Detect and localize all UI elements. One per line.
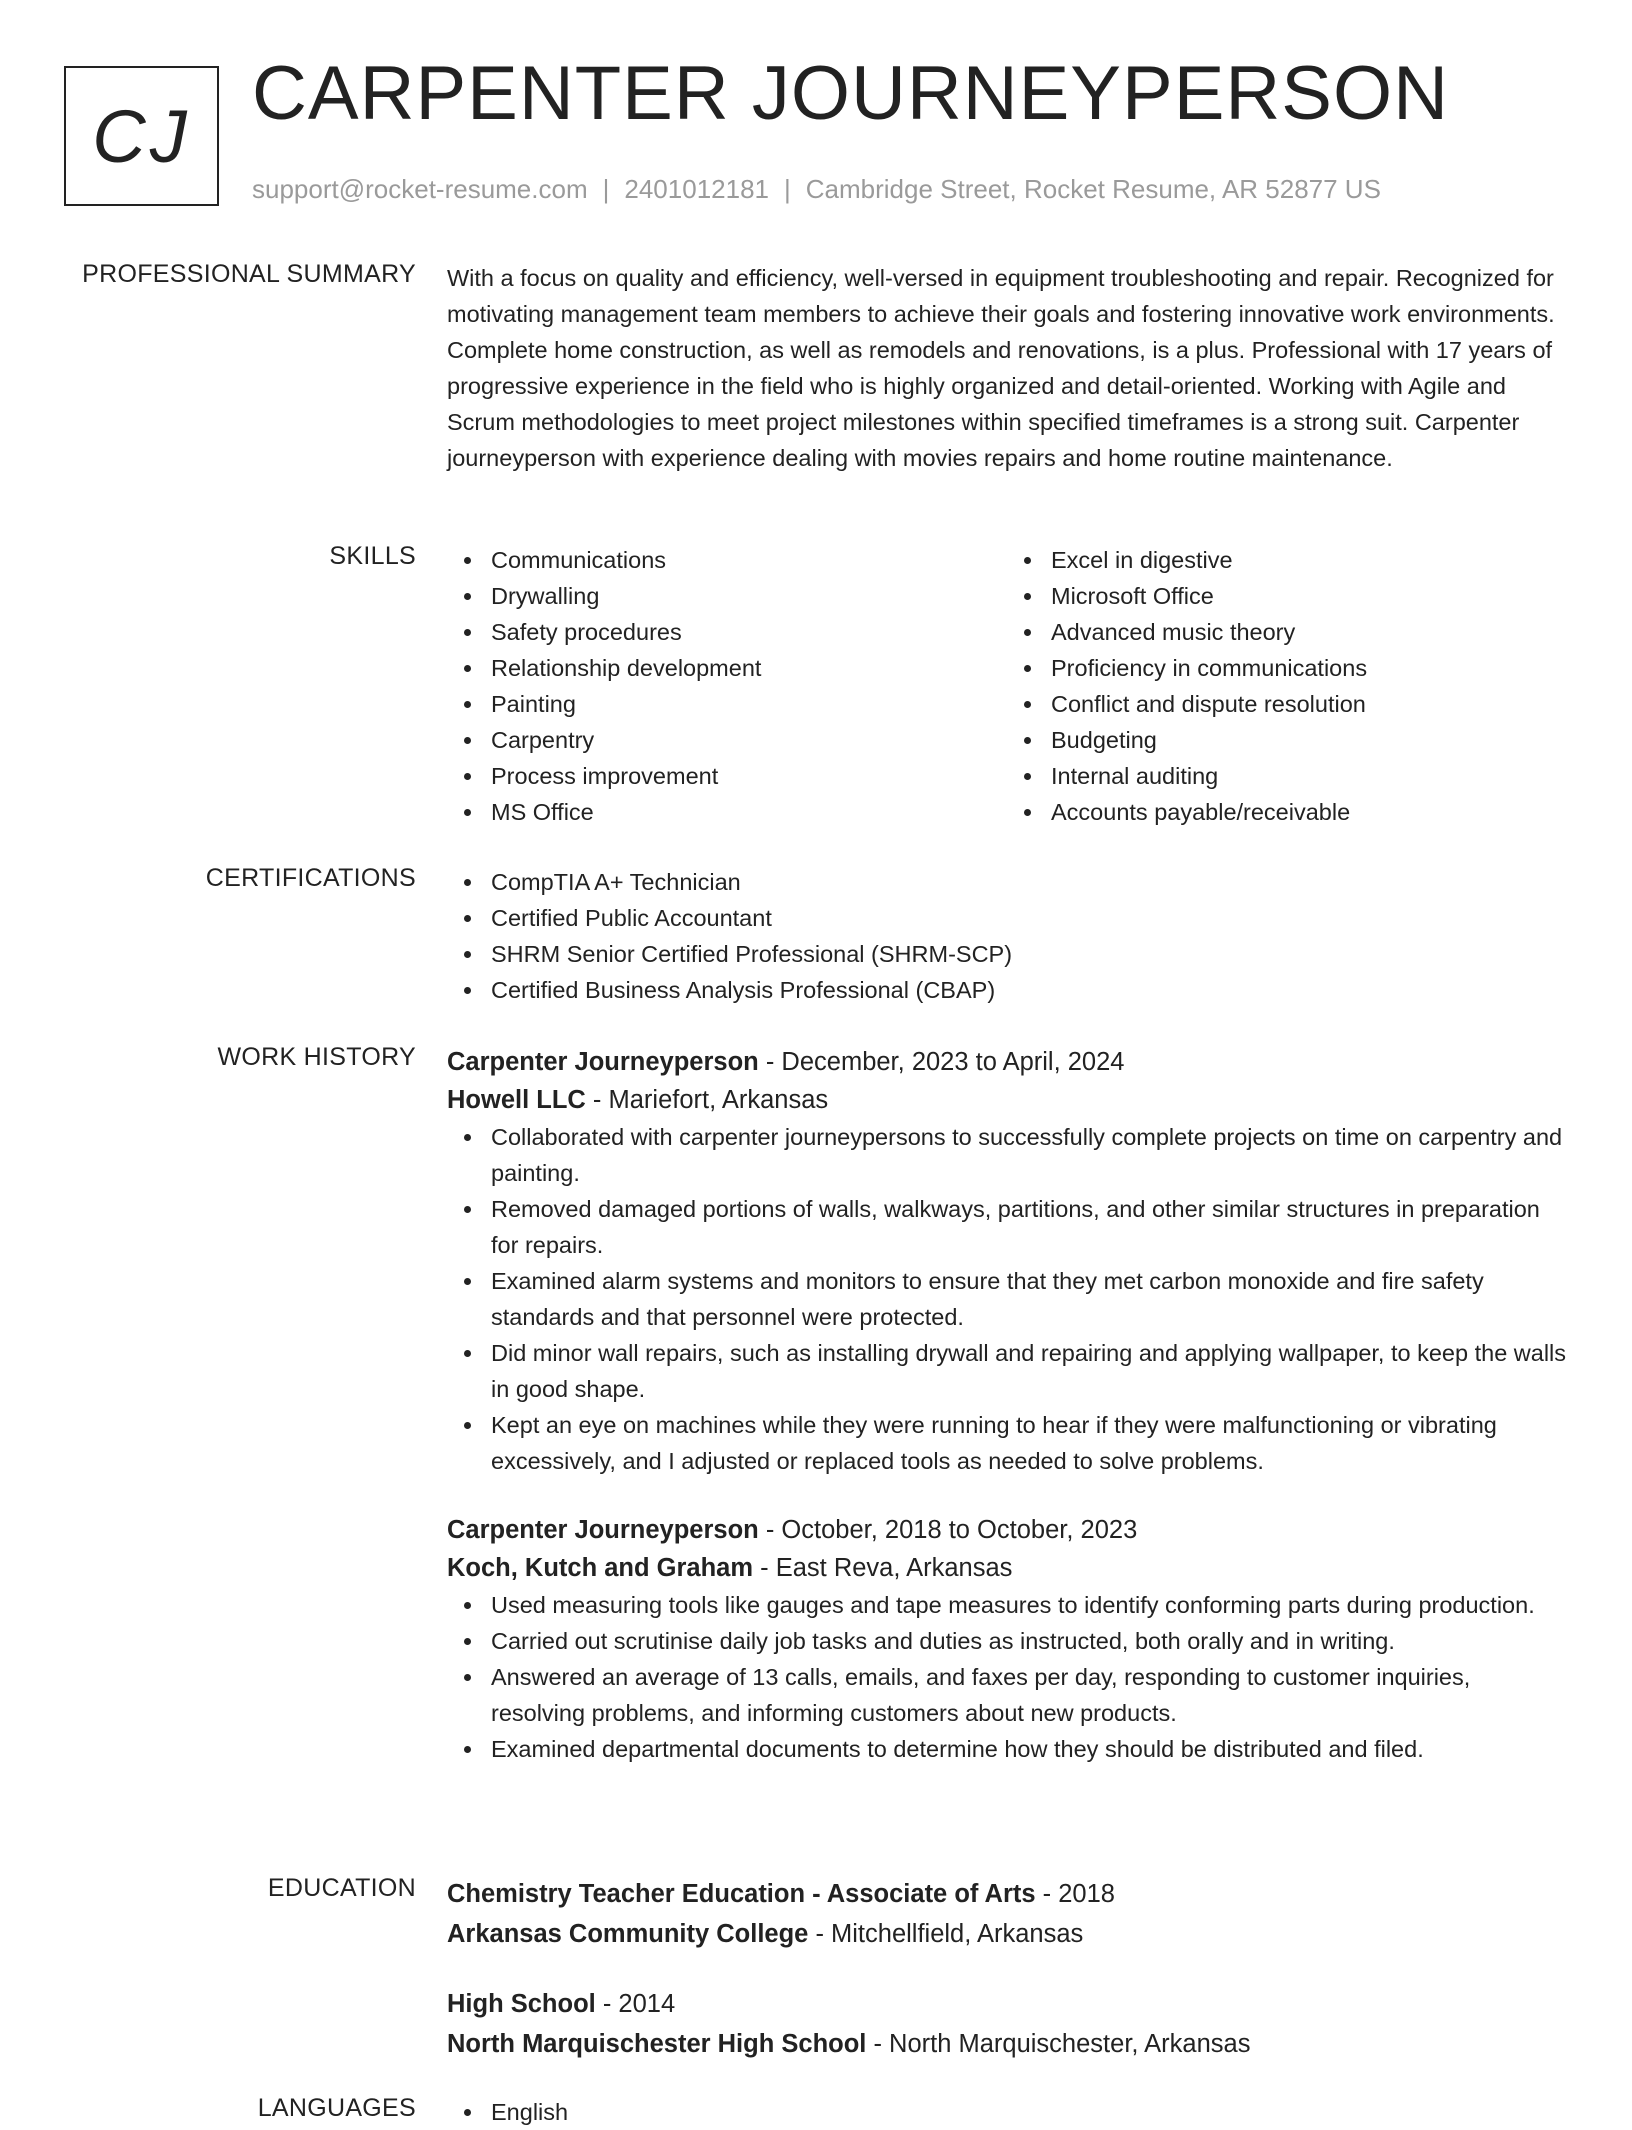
list-item: Collaborated with carpenter journeypersons to successfully complete projects on time on carpentry and painting. — [491, 1119, 1567, 1191]
skills-list-left — [447, 542, 1007, 830]
education-body — [447, 1874, 1567, 2064]
section-heading: WORK HISTORY — [217, 1043, 416, 1071]
education-school: North Marquischester High School — [447, 2030, 867, 2058]
candidate-name: CARPENTER JOURNEYPERSON — [252, 51, 1449, 136]
education-entry — [447, 1984, 1567, 2064]
education-degree-line — [447, 1874, 1567, 1914]
job-title: Carpenter Journeyperson — [447, 1048, 759, 1076]
education-school: Arkansas Community College — [447, 1920, 809, 1948]
list-item: Kept an eye on machines while they were running to hear if they were malfunctioning or vibrating excessively, and I adjusted or replaced tools as needed to solve problems. — [491, 1407, 1567, 1479]
list-item: Accounts payable/receivable — [1051, 794, 1567, 830]
job-company: Howell LLC — [447, 1086, 586, 1114]
certifications-list — [447, 864, 1567, 1008]
list-item: CompTIA A+ Technician — [491, 864, 1567, 900]
job-dates: - December, 2023 to April, 2024 — [758, 1048, 1125, 1076]
contact-address: Cambridge Street, Rocket Resume, AR 52877 US — [805, 174, 1381, 204]
list-item: Conflict and dispute resolution — [1051, 686, 1567, 722]
section-heading: LANGUAGES — [257, 2094, 416, 2122]
education-degree-line — [447, 1984, 1567, 2024]
education-school-line — [447, 2024, 1567, 2064]
job-entry — [447, 1511, 1567, 1767]
work-history-body — [447, 1043, 1567, 1767]
education-location: - Mitchellfield, Arkansas — [808, 1920, 1084, 1948]
education-location: - North Marquischester, Arkansas — [866, 2030, 1251, 2058]
education-degree: Chemistry Teacher Education - Associate of Arts — [447, 1880, 1036, 1908]
list-item: Process improvement — [491, 758, 1007, 794]
list-item: Carpentry — [491, 722, 1007, 758]
list-item: MS Office — [491, 794, 1007, 830]
section-heading: SKILLS — [329, 542, 416, 570]
job-dates: - October, 2018 to October, 2023 — [758, 1516, 1138, 1544]
list-item: Internal auditing — [1051, 758, 1567, 794]
list-item: Examined alarm systems and monitors to ensure that they met carbon monoxide and fire safety standards and that personnel were protected. — [491, 1263, 1567, 1335]
list-item: Examined departmental documents to determine how they should be distributed and filed. — [491, 1731, 1567, 1767]
languages-list — [447, 2094, 1567, 2130]
list-item: Certified Business Analysis Professional (CBAP) — [491, 972, 1567, 1008]
languages-body — [447, 2094, 1567, 2130]
monogram-box — [64, 66, 219, 206]
list-item: Communications — [491, 542, 1007, 578]
list-item: Excel in digestive — [1051, 542, 1567, 578]
list-item: Drywalling — [491, 578, 1007, 614]
job-bullets — [447, 1587, 1567, 1767]
section-heading: EDUCATION — [267, 1874, 416, 1902]
list-item: Relationship development — [491, 650, 1007, 686]
education-school-line — [447, 1914, 1567, 1954]
summary-text: With a focus on quality and efficiency, well-versed in equipment troubleshooting and repair. Recognized for motivating management team members to achieve their goals and fostering innovative work environments. Complete home construction, as well as remodels and renovations, is a plus. Professional with 17 years of progressive experience in the field who is highly organized and detail-oriented. Working with Agile and Scrum methodologies to meet project milestones within specified timeframes is a strong suit. Carpenter journeyperson with experience dealing with movies repairs and home routine maintenance. — [447, 265, 1555, 471]
job-entry — [447, 1043, 1567, 1479]
job-company: Koch, Kutch and Graham — [447, 1554, 754, 1582]
education-year: - 2018 — [1035, 1880, 1115, 1908]
job-company-line — [447, 1081, 1567, 1119]
contact-separator: | — [784, 174, 791, 204]
list-item: Removed damaged portions of walls, walkways, partitions, and other similar structures in preparation for repairs. — [491, 1191, 1567, 1263]
list-item: Budgeting — [1051, 722, 1567, 758]
summary-body — [447, 260, 1567, 476]
job-location: - Mariefort, Arkansas — [585, 1086, 829, 1114]
list-item: Did minor wall repairs, such as installing drywall and repairing and applying wallpaper, to keep the walls in good shape. — [491, 1335, 1567, 1407]
section-heading: PROFESSIONAL SUMMARY — [82, 260, 416, 288]
list-item: Used measuring tools like gauges and tape measures to identify conforming parts during production. — [491, 1587, 1567, 1623]
education-degree: High School — [447, 1990, 596, 2018]
list-item: Advanced music theory — [1051, 614, 1567, 650]
list-item: Painting — [491, 686, 1007, 722]
skills-grid — [447, 542, 1567, 830]
contact-email[interactable]: support@rocket-resume.com — [252, 174, 588, 204]
list-item: Answered an average of 13 calls, emails, and faxes per day, responding to customer inquiries, resolving problems, and informing customers about new products. — [491, 1659, 1567, 1731]
job-location: - East Reva, Arkansas — [753, 1554, 1013, 1582]
list-item: Proficiency in communications — [1051, 650, 1567, 686]
list-item: Carried out scrutinise daily job tasks and duties as instructed, both orally and in writing. — [491, 1623, 1567, 1659]
list-item: Certified Public Accountant — [491, 900, 1567, 936]
education-entry — [447, 1874, 1567, 1954]
list-item: English — [491, 2094, 1567, 2130]
list-item: SHRM Senior Certified Professional (SHRM-SCP) — [491, 936, 1567, 972]
contact-separator: | — [602, 174, 610, 204]
job-title: Carpenter Journeyperson — [447, 1516, 759, 1544]
list-item: Safety procedures — [491, 614, 1007, 650]
certifications-body — [447, 864, 1567, 1008]
job-title-line — [447, 1511, 1567, 1549]
contact-line — [252, 174, 1381, 205]
monogram-initials: CJ — [92, 94, 191, 178]
contact-phone[interactable]: 2401012181 — [624, 174, 769, 204]
job-title-line — [447, 1043, 1567, 1081]
job-company-line — [447, 1549, 1567, 1587]
education-year: - 2014 — [595, 1990, 676, 2018]
job-bullets — [447, 1119, 1567, 1479]
skills-body — [447, 542, 1567, 830]
skills-list-right — [1007, 542, 1567, 830]
section-heading: CERTIFICATIONS — [205, 864, 416, 892]
list-item: Microsoft Office — [1051, 578, 1567, 614]
